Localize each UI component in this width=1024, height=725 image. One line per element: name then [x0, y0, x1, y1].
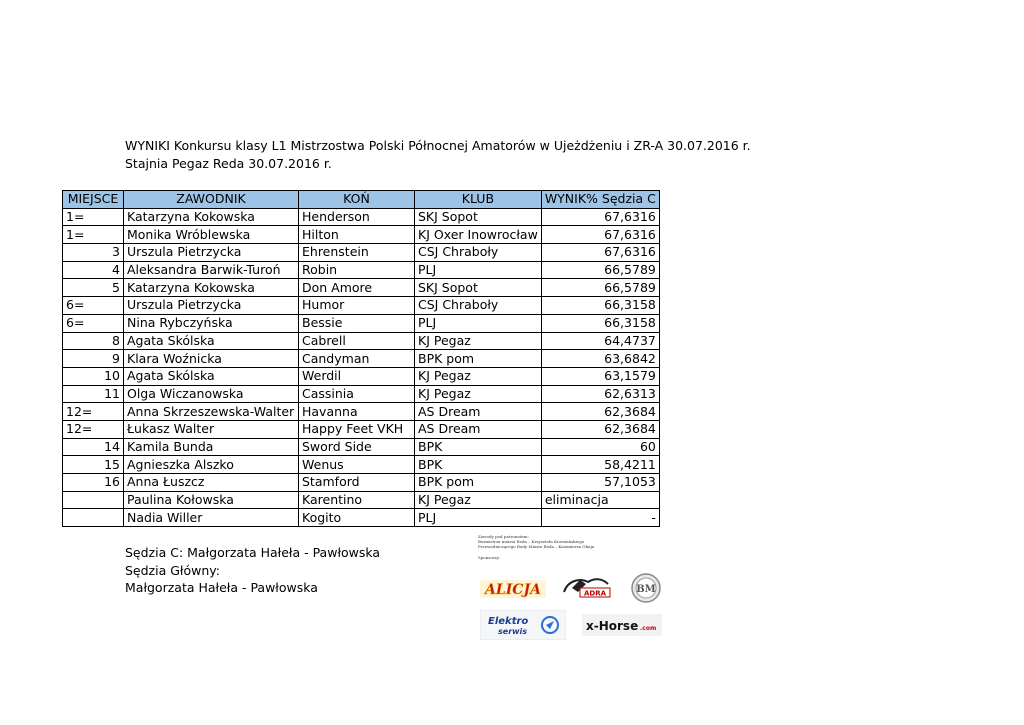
table-row	[63, 403, 660, 421]
cell-result: 64,4737	[541, 332, 659, 350]
judge-main-name: Małgorzata Hałeła - Pawłowska	[125, 580, 318, 595]
xhorse-logo	[582, 614, 662, 636]
cell-club: BPK	[415, 438, 542, 456]
patronage-text	[478, 534, 638, 549]
elektro-text: Elektro	[488, 616, 529, 627]
cell-place: 16	[63, 474, 124, 492]
adra-logo-text: ADRA	[583, 589, 607, 598]
cell-result: 66,5789	[541, 261, 659, 279]
cell-club: AS Dream	[415, 403, 542, 421]
cell-horse: Sword Side	[299, 438, 415, 456]
cell-place: 12=	[63, 403, 124, 421]
table-row	[63, 474, 660, 492]
cell-rider: Klara Woźnicka	[124, 350, 299, 368]
table-row	[63, 332, 660, 350]
cell-horse: Candyman	[299, 350, 415, 368]
cell-club: PLJ	[415, 509, 542, 527]
cell-result: 62,3684	[541, 403, 659, 421]
header-result: WYNIK% Sędzia C	[541, 191, 659, 209]
cell-rider: Monika Wróblewska	[124, 226, 299, 244]
table-row	[63, 279, 660, 297]
cell-club: PLJ	[415, 314, 542, 332]
header-club: KLUB	[415, 191, 542, 209]
cell-result: 67,6316	[541, 208, 659, 226]
cell-rider: Nina Rybczyńska	[124, 314, 299, 332]
elektroserwis-logo	[480, 610, 566, 640]
cell-place: 10	[63, 367, 124, 385]
cell-horse: Cabrell	[299, 332, 415, 350]
cell-rider: Aleksandra Barwik-Turoń	[124, 261, 299, 279]
judge-c: Sędzia C: Małgorzata Hałeła - Pawłowska	[125, 545, 381, 560]
table-row	[63, 297, 660, 315]
cell-club: CSJ Chraboły	[415, 244, 542, 262]
table-row	[63, 420, 660, 438]
cell-place: 14	[63, 438, 124, 456]
cell-result: 66,3158	[541, 297, 659, 315]
cell-rider: Urszula Pietrzycka	[124, 244, 299, 262]
table-row	[63, 314, 660, 332]
cell-horse: Havanna	[299, 403, 415, 421]
cell-club: KJ Pegaz	[415, 367, 542, 385]
cell-place: 9	[63, 350, 124, 368]
cell-place: 5	[63, 279, 124, 297]
alicja-logo	[480, 578, 546, 600]
cell-rider: Łukasz Walter	[124, 420, 299, 438]
table-row	[63, 491, 660, 509]
cell-result: 63,1579	[541, 367, 659, 385]
table-row	[63, 261, 660, 279]
cell-horse: Cassinia	[299, 385, 415, 403]
page-title: WYNIKI Konkursu klasy L1 Mistrzostwa Polski Północnej Amatorów w Ujeżdżeniu i ZR-A 30.07.2016 r. Stajnia Pegaz Reda 30.07.2016 r.	[125, 138, 751, 171]
cell-horse: Bessie	[299, 314, 415, 332]
cell-club: SKJ Sopot	[415, 208, 542, 226]
cell-rider: Agata Skólska	[124, 332, 299, 350]
cell-place	[63, 509, 124, 527]
cell-place: 1=	[63, 226, 124, 244]
cell-place: 8	[63, 332, 124, 350]
cell-result: -	[541, 509, 659, 527]
table-row	[63, 244, 660, 262]
cell-club: SKJ Sopot	[415, 279, 542, 297]
bm-logo-text: BM	[636, 584, 656, 595]
cell-club: KJ Pegaz	[415, 491, 542, 509]
alicja-logo-text: ALICJA	[485, 582, 541, 598]
header-horse: KOŃ	[299, 191, 415, 209]
cell-club: KJ Oxer Inowrocław	[415, 226, 542, 244]
table-row	[63, 456, 660, 474]
cell-place: 12=	[63, 420, 124, 438]
cell-horse: Hilton	[299, 226, 415, 244]
cell-place: 4	[63, 261, 124, 279]
header-rider: ZAWODNIK	[124, 191, 299, 209]
cell-club: CSJ Chraboły	[415, 297, 542, 315]
adra-logo	[558, 574, 614, 600]
table-row	[63, 367, 660, 385]
cell-horse: Wenus	[299, 456, 415, 474]
cell-horse: Robin	[299, 261, 415, 279]
cell-rider: Katarzyna Kokowska	[124, 208, 299, 226]
cell-club: BPK pom	[415, 474, 542, 492]
patronage-line: Zawody pod patronatem:	[478, 534, 529, 539]
bm-logo	[628, 572, 664, 604]
table-header-row	[63, 191, 660, 209]
cell-place: 11	[63, 385, 124, 403]
cell-place: 6=	[63, 297, 124, 315]
results-table	[62, 190, 660, 527]
xhorse-text: x-Horse	[586, 619, 639, 633]
cell-place: 15	[63, 456, 124, 474]
cell-horse: Happy Feet VKH	[299, 420, 415, 438]
cell-rider: Urszula Pietrzycka	[124, 297, 299, 315]
cell-result: 58,4211	[541, 456, 659, 474]
table-row	[63, 509, 660, 527]
cell-result: 62,3684	[541, 420, 659, 438]
judges-block	[125, 544, 380, 597]
cell-rider: Anna Skrzeszewska-Walter	[124, 403, 299, 421]
cell-rider: Olga Wiczanowska	[124, 385, 299, 403]
cell-result: 66,5789	[541, 279, 659, 297]
cell-place: 6=	[63, 314, 124, 332]
cell-result: 57,1053	[541, 474, 659, 492]
cell-club: BPK pom	[415, 350, 542, 368]
header-place: MIEJSCE	[63, 191, 124, 209]
cell-club: BPK	[415, 456, 542, 474]
cell-place: 3	[63, 244, 124, 262]
judge-main-label: Sędzia Główny:	[125, 562, 220, 578]
cell-result: 67,6316	[541, 226, 659, 244]
cell-horse: Ehrenstein	[299, 244, 415, 262]
cell-result: 66,3158	[541, 314, 659, 332]
cell-horse: Don Amore	[299, 279, 415, 297]
cell-rider: Anna Łuszcz	[124, 474, 299, 492]
cell-result: 63,6842	[541, 350, 659, 368]
cell-club: AS Dream	[415, 420, 542, 438]
cell-rider: Nadia Willer	[124, 509, 299, 527]
cell-result: eliminacja	[541, 491, 659, 509]
table-row	[63, 438, 660, 456]
cell-horse: Karentino	[299, 491, 415, 509]
cell-horse: Stamford	[299, 474, 415, 492]
xhorse-suffix: .com	[640, 625, 657, 632]
cell-horse: Henderson	[299, 208, 415, 226]
cell-horse: Werdil	[299, 367, 415, 385]
table-row	[63, 226, 660, 244]
cell-club: PLJ	[415, 261, 542, 279]
cell-rider: Paulina Kołowska	[124, 491, 299, 509]
table-row	[63, 385, 660, 403]
cell-rider: Agnieszka Alszko	[124, 456, 299, 474]
cell-place	[63, 491, 124, 509]
patronage-line: Przewodniczącego Rady Miasta Reda – Kazimierza Okuja	[478, 544, 595, 549]
cell-horse: Humor	[299, 297, 415, 315]
table-row	[63, 350, 660, 368]
cell-rider: Agata Skólska	[124, 367, 299, 385]
patronage-line: Burmistrza miasta Reda – Krzysztofa Krzemińskiego	[478, 539, 585, 544]
cell-club: KJ Pegaz	[415, 385, 542, 403]
cell-rider: Katarzyna Kokowska	[124, 279, 299, 297]
serwis-text: serwis	[498, 627, 528, 636]
cell-place: 1=	[63, 208, 124, 226]
cell-result: 62,6313	[541, 385, 659, 403]
cell-horse: Kogito	[299, 509, 415, 527]
sponsors-block	[478, 534, 678, 644]
cell-club: KJ Pegaz	[415, 332, 542, 350]
cell-result: 67,6316	[541, 244, 659, 262]
cell-result: 60	[541, 438, 659, 456]
sponsors-label: Sponsorzy:	[478, 555, 501, 560]
table-row	[63, 208, 660, 226]
cell-rider: Kamila Bunda	[124, 438, 299, 456]
